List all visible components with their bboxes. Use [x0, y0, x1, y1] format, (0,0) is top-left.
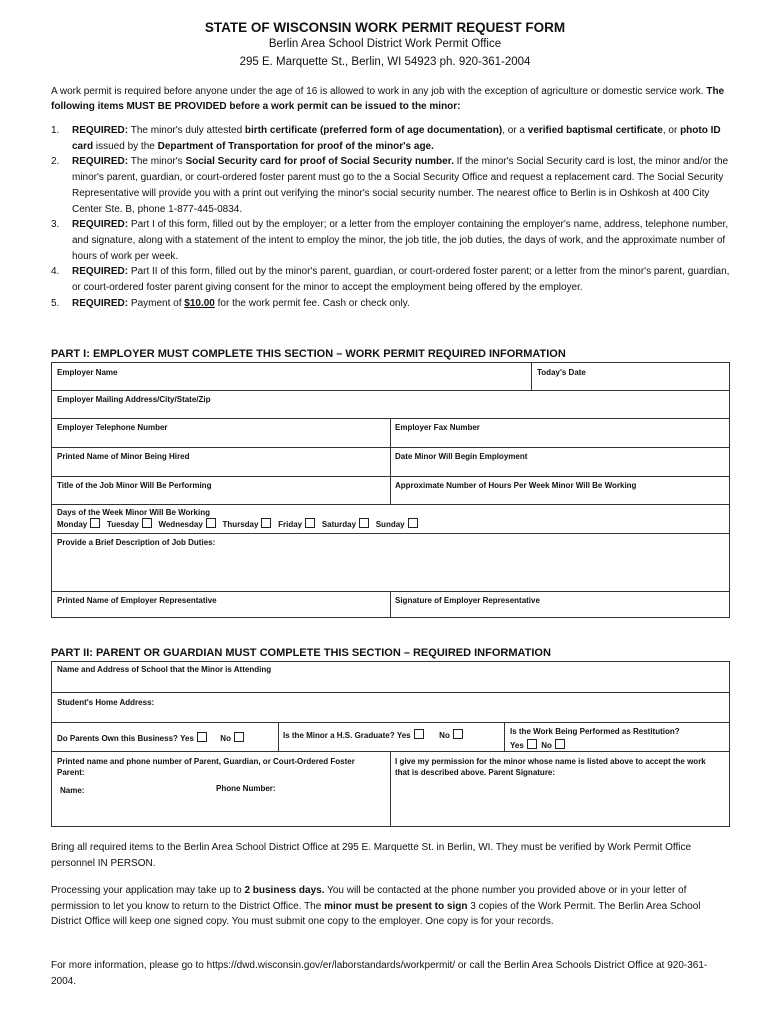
hs-grad-yes-checkbox[interactable]: [414, 729, 424, 739]
hs-grad-label: Is the Minor a H.S. Graduate?: [283, 731, 395, 740]
rep-signature-label: Signature of Employer Representative: [395, 596, 540, 605]
todays-date-label: Today's Date: [537, 368, 586, 377]
own-business-yes-checkbox[interactable]: [197, 732, 207, 742]
divider: [390, 418, 391, 504]
req-text: issued by the: [93, 140, 158, 152]
req-bold: Department of Transportation for proof of the minor's age.: [157, 140, 434, 152]
req-text: for the work permit fee. Cash or check only.: [214, 297, 410, 309]
required-label: REQUIRED:: [72, 156, 129, 168]
row-divider: [52, 722, 729, 723]
own-business-label: Do Parents Own this Business?: [57, 734, 178, 743]
home-address-label: Student's Home Address:: [57, 698, 155, 707]
row-divider: [52, 390, 729, 391]
req-text: The minor's: [128, 156, 186, 168]
requirement-item: [51, 154, 741, 217]
requirement-item: [51, 217, 741, 264]
restitution-row: [510, 739, 565, 751]
hours-label: Approximate Number of Hours Per Week Minor Will Be Working: [395, 481, 637, 490]
req-bold: birth certificate (preferred form of age documentation): [244, 125, 503, 136]
sunday-checkbox[interactable]: [408, 518, 418, 528]
divider: [390, 751, 391, 826]
days-checkboxes: [57, 518, 418, 530]
yes-label: Yes: [510, 741, 524, 750]
req-text: , or a: [502, 125, 528, 136]
row-divider: [52, 447, 729, 448]
no-label: No: [220, 734, 231, 743]
divider: [531, 363, 532, 390]
employer-name-label: Employer Name: [57, 368, 118, 377]
intro-text: A work permit is required before anyone under the age of 16 is allowed to work in any job with the exception of agriculture or domestic service work.: [51, 86, 707, 97]
days-label: Days of the Week Minor Will Be Working: [57, 508, 210, 517]
friday-label: Friday: [278, 520, 303, 529]
minor-name-label: Printed Name of Minor Being Hired: [57, 452, 190, 461]
thursday-checkbox[interactable]: [261, 518, 271, 528]
requirement-item: [51, 296, 741, 312]
required-label: REQUIRED:: [72, 297, 129, 309]
parent-print-label: Printed name and phone number of Parent, Guardian, or Court-Ordered Foster Parent:: [57, 757, 355, 777]
saturday-checkbox[interactable]: [359, 518, 369, 528]
tuesday-label: Tuesday: [106, 520, 139, 529]
form-title: STATE OF WISCONSIN WORK PERMIT REQUEST FORM: [204, 20, 566, 35]
restitution-yes-checkbox[interactable]: [527, 739, 537, 749]
part1-box: [51, 362, 730, 618]
footer-paragraph-1: Bring all required items to the Berlin Area School District Office at 295 E. Marquette St. in Berlin, WI. They must be verified by Work Permit Office personnel IN PERSON.: [51, 842, 692, 869]
required-label: REQUIRED:: [72, 219, 129, 231]
friday-checkbox[interactable]: [305, 518, 315, 528]
no-label: No: [439, 731, 450, 740]
job-duties-label: Provide a Brief Description of Job Duties:: [57, 538, 216, 547]
req-bold: verified baptismal certificate: [527, 125, 663, 136]
req-bold: photo ID card: [72, 125, 721, 152]
sunday-label: Sunday: [375, 520, 405, 529]
row-divider: [52, 533, 729, 534]
divider: [390, 591, 391, 617]
requirements-list: [51, 123, 741, 311]
start-date-label: Date Minor Will Begin Employment: [395, 452, 528, 461]
list-number: 1.: [51, 125, 60, 136]
rep-name-label: Printed Name of Employer Representative: [57, 596, 217, 605]
office-name: Berlin Area School District Work Permit Office: [268, 38, 502, 50]
parent-phone-label: Phone Number:: [216, 784, 276, 793]
own-business-no-checkbox[interactable]: [234, 732, 244, 742]
row-divider: [52, 476, 729, 477]
part2-title: PART II: PARENT OR GUARDIAN MUST COMPLETE THIS SECTION – REQUIRED INFORMATION: [51, 647, 551, 659]
part2-box: [51, 661, 730, 827]
restitution-label: Is the Work Being Performed as Restitution?: [510, 727, 680, 736]
req-text: Payment of: [128, 297, 185, 309]
req-text: , or: [662, 125, 681, 136]
intro-bold: The following items MUST BE PROVIDED before a work permit can be issued to the minor:: [51, 86, 725, 112]
footer-text: Processing your application may take up to: [51, 885, 245, 896]
own-business-row: [57, 732, 244, 744]
divider: [278, 722, 279, 751]
footer-bold: 2 business days.: [244, 885, 325, 896]
job-title-label: Title of the Job Minor Will Be Performing: [57, 481, 212, 490]
divider: [504, 722, 505, 751]
hs-grad-row: [283, 729, 463, 741]
employer-fax-label: Employer Fax Number: [395, 423, 480, 432]
fee-amount: $10.00: [184, 297, 215, 309]
mailing-address-label: Employer Mailing Address/City/State/Zip: [57, 395, 211, 404]
wednesday-label: Wednesday: [158, 520, 203, 529]
restitution-no-checkbox[interactable]: [555, 739, 565, 749]
req-text: Part I of this form, filled out by the employer; or a letter from the employer containing the employer's name, address, telephone number, and signature, along with a statement of the intent to employ the minor, the job title, the job duties, the days of work, and the approximate number of hours of work per week.: [72, 219, 729, 262]
req-text: The minor's duly attested: [128, 125, 245, 136]
req-bold: Social Security card for proof of Social Security number.: [185, 156, 454, 168]
parent-name-label: Name:: [60, 786, 85, 795]
monday-checkbox[interactable]: [90, 518, 100, 528]
row-divider: [52, 504, 729, 505]
list-number: 2.: [51, 156, 60, 168]
req-text: If the minor's Social Security card is lost, the minor and/or the minor's parent, guardian, or court-ordered foster parent must go to the a Social Security Office and request a replacement card. The Social Security Representative will provide you with a print out verifying the minor's social security number. The nearest office to Berlin is in Oshkosh at 400 City Center Ste. B, phone 1-877-445-0834.: [72, 156, 729, 215]
footer-paragraph-2: [51, 883, 731, 930]
required-label: REQUIRED:: [72, 266, 129, 278]
list-number: 5.: [51, 297, 60, 309]
wednesday-checkbox[interactable]: [206, 518, 216, 528]
list-number: 3.: [51, 219, 60, 231]
req-text: Part II of this form, filled out by the minor's parent, guardian, or court-ordered foster parent; or a letter from the minor's parent, guardian, or court-ordered foster parent giving consent for the minor to accept the employment being offered by the employer.: [72, 266, 730, 294]
requirement-item: [51, 264, 741, 295]
parent-permission-label: I give my permission for the minor whose name is listed above to accept the work that is described above. Parent Signature:: [395, 757, 706, 777]
part1-title: PART I: EMPLOYER MUST COMPLETE THIS SECTION – WORK PERMIT REQUIRED INFORMATION: [51, 348, 566, 360]
intro-paragraph: [51, 84, 731, 114]
employer-phone-label: Employer Telephone Number: [57, 423, 168, 432]
footer-paragraph-3: For more information, please go to https://dwd.wisconsin.gov/er/laborstandards/workpermit/ or call the Berlin Area Schools District Office at 920-361-2004.: [51, 960, 708, 987]
requirement-item: [51, 123, 741, 154]
no-label: No: [541, 741, 552, 750]
monday-label: Monday: [57, 520, 88, 529]
hs-grad-no-checkbox[interactable]: [453, 729, 463, 739]
school-label: Name and Address of School that the Minor is Attending: [57, 665, 272, 674]
required-label: REQUIRED:: [72, 125, 129, 136]
yes-label: Yes: [180, 734, 194, 743]
yes-label: Yes: [396, 731, 411, 740]
footer-text: 3 copies of the Work Permit. The Berlin Area School District Office will keep one signed copy. You must submit one copy to the employer. One copy is for your records.: [51, 900, 701, 927]
list-number: 4.: [51, 266, 60, 278]
thursday-label: Thursday: [222, 520, 259, 529]
tuesday-checkbox[interactable]: [142, 518, 152, 528]
footer-text: You will be contacted at the phone number you provided above or in your letter of permission to let you know to return to the District Office. The: [51, 885, 687, 912]
office-address: 295 E. Marquette St., Berlin, WI 54923 ph. 920-361-2004: [239, 56, 531, 68]
saturday-label: Saturday: [321, 520, 357, 529]
row-divider: [52, 692, 729, 693]
footer-bold: minor must be present to sign: [324, 900, 468, 912]
